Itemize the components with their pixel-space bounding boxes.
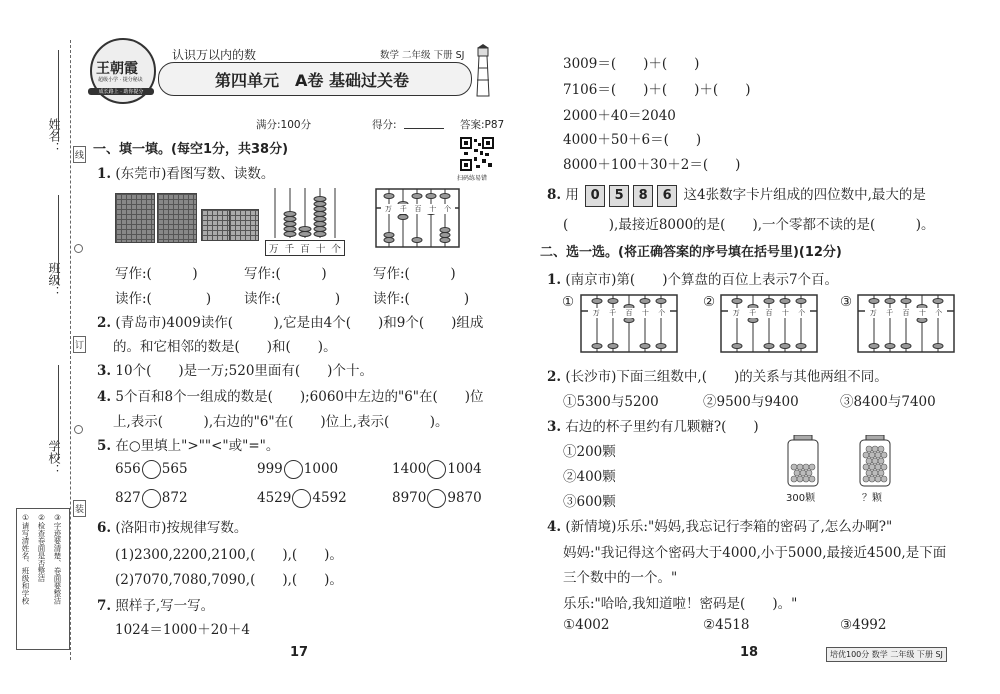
name-label: 姓名： xyxy=(47,118,61,154)
logo-ribbon: 成长路上 · 助你提分 xyxy=(88,88,154,95)
publisher-logo xyxy=(90,38,156,104)
lighthouse-icon xyxy=(472,44,494,98)
sequence-1[interactable]: (1)2300,2200,2100,( ),( )。 xyxy=(115,547,343,563)
option-item[interactable]: ①200颗 xyxy=(563,444,616,460)
expand-line[interactable]: 4000＋50＋6＝( ) xyxy=(563,132,702,148)
abacus-place-labels: 万 千 百 十 个 xyxy=(728,308,810,318)
compare-circle[interactable] xyxy=(142,489,161,508)
hundred-flat xyxy=(201,209,231,241)
choice-4: 4. (新情境)乐乐:"妈妈,我忘记行李箱的密码了,怎么办啊?" xyxy=(547,519,893,535)
read-blank[interactable]: 读作:( ) xyxy=(244,291,341,307)
page-number-right: 18 xyxy=(740,645,759,660)
abacus-figure-2 xyxy=(375,188,460,250)
thousand-cubes-figure xyxy=(115,193,260,248)
note-item: ③字迹要清楚、卷面要整洁 xyxy=(53,513,62,605)
abacus-option-2 xyxy=(720,294,818,354)
note-item: ②检查卷面是否整洁 xyxy=(37,513,46,582)
margin-dot-icon xyxy=(74,244,83,253)
write-blank[interactable]: 写作:( ) xyxy=(244,266,327,282)
seal-char-line: 线 xyxy=(73,146,86,163)
score-label: 得分: xyxy=(372,119,397,131)
read-blank[interactable]: 读作:( ) xyxy=(115,291,212,307)
school-label: 学校： xyxy=(47,440,61,476)
abacus-place-labels: 万 千 百 十 个 xyxy=(865,308,947,318)
qr-code-icon[interactable] xyxy=(460,137,494,171)
question-3: 3. 10个( )是一万;520里面有( )个十。 xyxy=(97,363,373,379)
hundred-flat xyxy=(229,209,259,241)
compare-circle[interactable] xyxy=(427,489,446,508)
class-line[interactable] xyxy=(58,195,59,285)
page-title: 第四单元 A卷 基础过关卷 xyxy=(215,71,409,90)
option-item[interactable]: ③8400与7400 xyxy=(840,394,936,410)
page-number-left: 17 xyxy=(290,645,309,660)
question-8-cont[interactable]: ( ),最接近8000的是( ),一个零都不读的是( )。 xyxy=(563,217,935,233)
choice-4-line2: 妈妈:"我记得这个密码大于4000,小于5000,最接近4500,是下面 xyxy=(563,545,947,561)
option-item[interactable]: ③600颗 xyxy=(563,494,616,510)
option-marker[interactable]: ② xyxy=(703,294,716,310)
binding-margin xyxy=(0,0,90,694)
thousand-cube xyxy=(115,193,155,243)
subject-tag: 数学 xyxy=(380,50,400,61)
question-2-cont: 的。和它相邻的数是( )和( )。 xyxy=(113,339,337,355)
write-blank[interactable]: 写作:( ) xyxy=(373,266,456,282)
school-line[interactable] xyxy=(58,365,59,460)
option-item[interactable]: ②400颗 xyxy=(563,469,616,485)
option-item[interactable]: ③4992 xyxy=(840,617,887,633)
compare-circle[interactable] xyxy=(292,489,311,508)
answer-ref: 答案:P87 xyxy=(460,119,505,131)
question-4-cont: 上,表示( ),右边的"6"在( )位上,表示( )。 xyxy=(113,414,449,430)
jar-label-1: 300颗 xyxy=(786,493,816,504)
compare-item[interactable]: 827 872 xyxy=(115,490,188,506)
example-equation: 1024＝1000＋20＋4 xyxy=(115,622,250,638)
notes-box xyxy=(16,508,70,650)
compare-circle[interactable] xyxy=(284,460,303,479)
choice-4-line3: 三个数中的一个。" xyxy=(563,570,678,586)
name-line[interactable] xyxy=(58,50,59,140)
choice-1: 1. (南京市)第( )个算盘的百位上表示7个百。 xyxy=(547,272,839,288)
score-blank[interactable] xyxy=(404,128,444,129)
abacus-option-3 xyxy=(857,294,955,354)
logo-main-text: 王朝霞 xyxy=(96,61,138,77)
question-6: 6. (洛阳市)按规律写数。 xyxy=(97,520,248,536)
abacus-figure-1 xyxy=(263,186,343,256)
note-item: ①请写清姓名、班级和学校 xyxy=(21,513,30,605)
compare-item[interactable]: 8970 9870 xyxy=(392,490,482,506)
compare-item[interactable]: 999 1000 xyxy=(257,461,339,477)
expand-line: 2000＋40＝2040 xyxy=(563,108,676,124)
subject-tags xyxy=(380,47,464,61)
option-item[interactable]: ②4518 xyxy=(703,617,750,633)
full-score: 满分:100分 xyxy=(256,119,312,131)
choice-4-line4[interactable]: 乐乐:"哈哈,我知道啦！密码是( )。" xyxy=(563,596,798,612)
abacus-place-labels: 万 千 百 十 个 xyxy=(588,308,670,318)
compare-item[interactable]: 656 565 xyxy=(115,461,188,477)
question-2: 2. (青岛市)4009读作( ),它是由4个( )和9个( )组成 xyxy=(97,315,484,331)
question-7: 7. 照样子,写一写。 xyxy=(97,598,215,614)
digit-card: 5 xyxy=(609,185,629,207)
candy-jar-icon xyxy=(785,435,821,487)
qr-caption: 扫码练易错 xyxy=(457,175,488,182)
abacus-place-labels: 万 千 百 十 个 xyxy=(381,204,455,214)
digit-card: 6 xyxy=(657,185,677,207)
choice-2: 2. (长沙市)下面三组数中,( )的关系与其他两组不同。 xyxy=(547,369,888,385)
choice-3: 3. 右边的杯子里约有几颗糖?( ) xyxy=(547,419,759,435)
digit-card: 0 xyxy=(585,185,605,207)
subject-tag: SJ xyxy=(455,50,465,61)
expand-line[interactable]: 7106＝( )＋( )＋( ) xyxy=(563,82,751,98)
option-marker[interactable]: ③ xyxy=(840,294,853,310)
compare-item[interactable]: 4529 4592 xyxy=(257,490,347,506)
compare-item[interactable]: 1400 1004 xyxy=(392,461,482,477)
question-5: 5. 在○里填上">""<"或"="。 xyxy=(97,438,280,454)
thousand-cube xyxy=(157,193,197,243)
logo-sub-text: 超级小学 · 提分秘诀 xyxy=(98,77,143,83)
option-item[interactable]: ②9500与9400 xyxy=(703,394,799,410)
abacus-option-1 xyxy=(580,294,678,354)
compare-circle[interactable] xyxy=(142,460,161,479)
abacus-place-labels: 万 千 百 十 个 xyxy=(265,240,345,256)
expand-line[interactable]: 3009＝( )＋( ) xyxy=(563,56,700,72)
question-8: 8. 用 0 5 8 6 这4张数字卡片组成的四位数中,最大的是 xyxy=(547,183,926,207)
margin-dot-icon xyxy=(74,425,83,434)
section-choose: 二、选一选。(将正确答案的序号填在括号里)(12分) xyxy=(540,245,842,260)
footer-tag: 培优100分 数学 二年级 下册 SJ xyxy=(826,647,947,662)
expand-line[interactable]: 8000＋100＋30＋2＝( ) xyxy=(563,157,741,173)
class-label: 班级： xyxy=(47,262,61,298)
subject-tag: 下册 xyxy=(433,50,453,61)
option-marker[interactable]: ① xyxy=(562,294,575,310)
binding-line xyxy=(70,40,71,660)
seal-char-ding: 订 xyxy=(73,336,86,353)
read-blank[interactable]: 读作:( ) xyxy=(373,291,470,307)
option-item[interactable]: ①4002 xyxy=(563,617,610,633)
jar-label-2: ？颗 xyxy=(862,493,882,504)
subject-tag: 二年级 xyxy=(402,50,431,61)
topic-label: 认识万以内的数 xyxy=(172,48,257,62)
option-item[interactable]: ①5300与5200 xyxy=(563,394,659,410)
compare-circle[interactable] xyxy=(427,460,446,479)
question-1: 1. (东莞市)看图写数、读数。 xyxy=(97,166,275,182)
sequence-2[interactable]: (2)7070,7080,7090,( ),( )。 xyxy=(115,572,343,588)
seal-char-zhuang: 装 xyxy=(73,500,86,517)
digit-card: 8 xyxy=(633,185,653,207)
write-blank[interactable]: 写作:( ) xyxy=(115,266,198,282)
question-4: 4. 5个百和8个一组成的数是( );6060中左边的"6"在( )位 xyxy=(97,389,484,405)
section-fill-in: 一、填一填。(每空1分，共38分) xyxy=(93,142,289,157)
candy-jar-icon xyxy=(857,435,893,487)
